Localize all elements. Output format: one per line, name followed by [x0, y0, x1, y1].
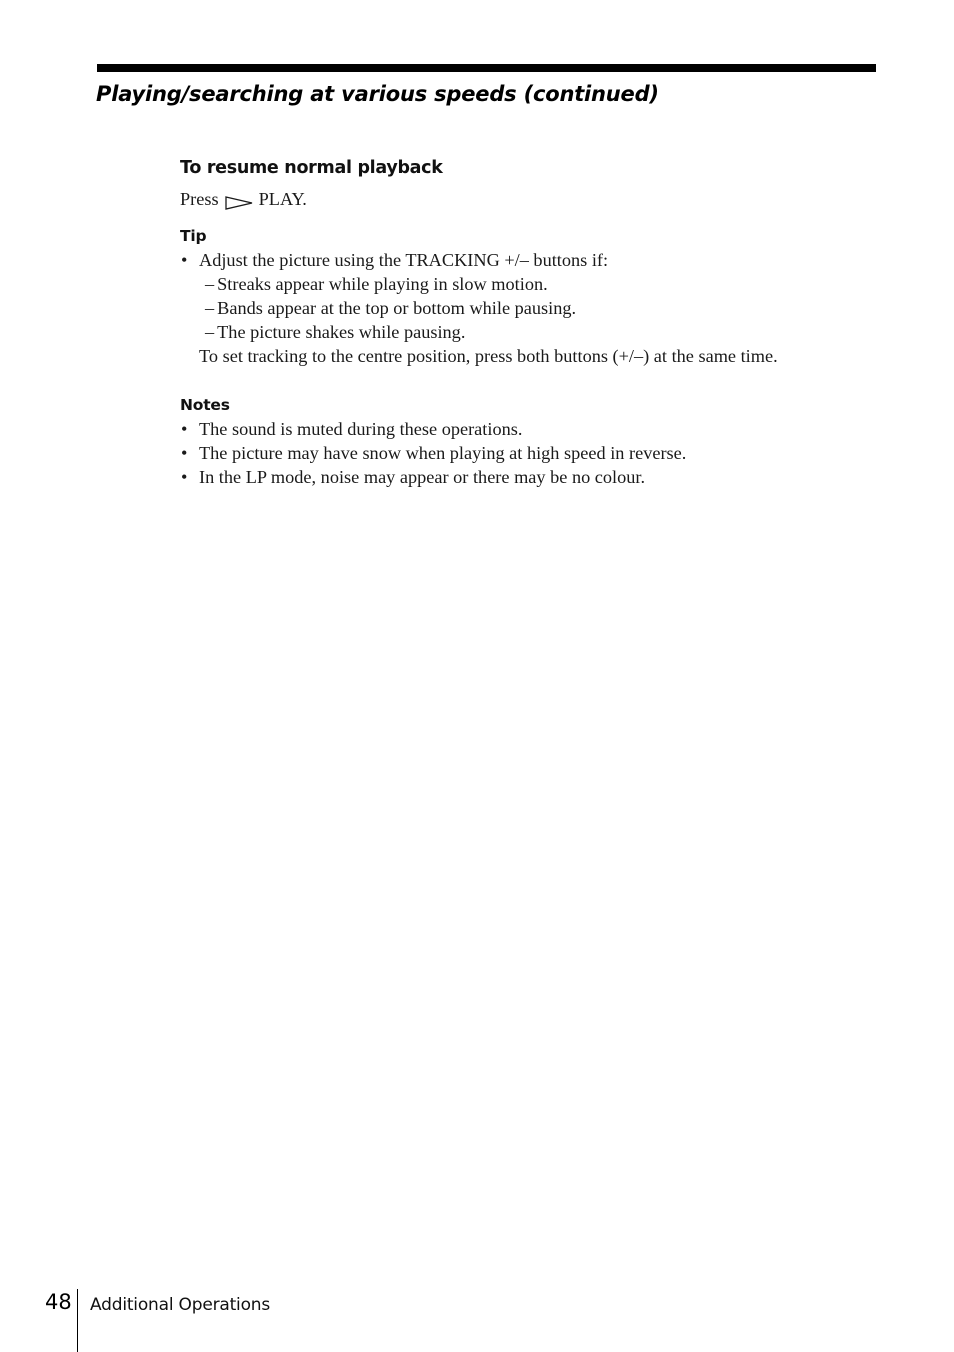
tip-label: Tip — [180, 227, 207, 245]
tip-sub-item: – Streaks appear while playing in slow motion. — [205, 274, 548, 294]
footer-section-name: Additional Operations — [90, 1295, 271, 1315]
notes-list — [180, 417, 870, 489]
note-item: • The sound is muted during these operations. — [181, 419, 523, 439]
bullet-mark: • — [181, 443, 188, 463]
footer-divider — [77, 1289, 78, 1352]
note-item: • In the LP mode, noise may appear or there may be no colour. — [181, 467, 646, 487]
bullet-mark: • — [181, 250, 188, 270]
page-title: Playing/searching at various speeds (continued) — [96, 82, 659, 106]
press-prefix: Press — [180, 189, 219, 209]
main-content — [180, 156, 870, 489]
note-item: • The picture may have snow when playing at high speed in reverse. — [181, 443, 687, 463]
tip-list — [180, 248, 870, 368]
notes-label: Notes — [180, 396, 230, 414]
dash-mark: – — [205, 298, 215, 318]
page-number: 48 — [45, 1290, 72, 1314]
tip-item — [180, 248, 870, 368]
tip-intro: Adjust the picture using the TRACKING +/– buttons if: — [199, 250, 609, 270]
press-suffix: PLAY. — [258, 189, 307, 209]
bullet-mark: • — [181, 419, 188, 439]
play-triangle-icon — [225, 192, 253, 206]
header-rule — [97, 64, 876, 72]
bullet-mark: • — [181, 467, 188, 487]
tip-sub-item: – The picture shakes while pausing. — [205, 322, 466, 342]
tip-closing: To set tracking to the centre position, press both buttons (+/–) at the same time. — [199, 346, 778, 366]
tip-sub-item: – Bands appear at the top or bottom while pausing. — [205, 298, 577, 318]
resume-heading: To resume normal playback — [180, 158, 443, 178]
dash-mark: – — [205, 274, 215, 294]
dash-mark: – — [205, 322, 215, 342]
press-instruction — [180, 187, 870, 211]
